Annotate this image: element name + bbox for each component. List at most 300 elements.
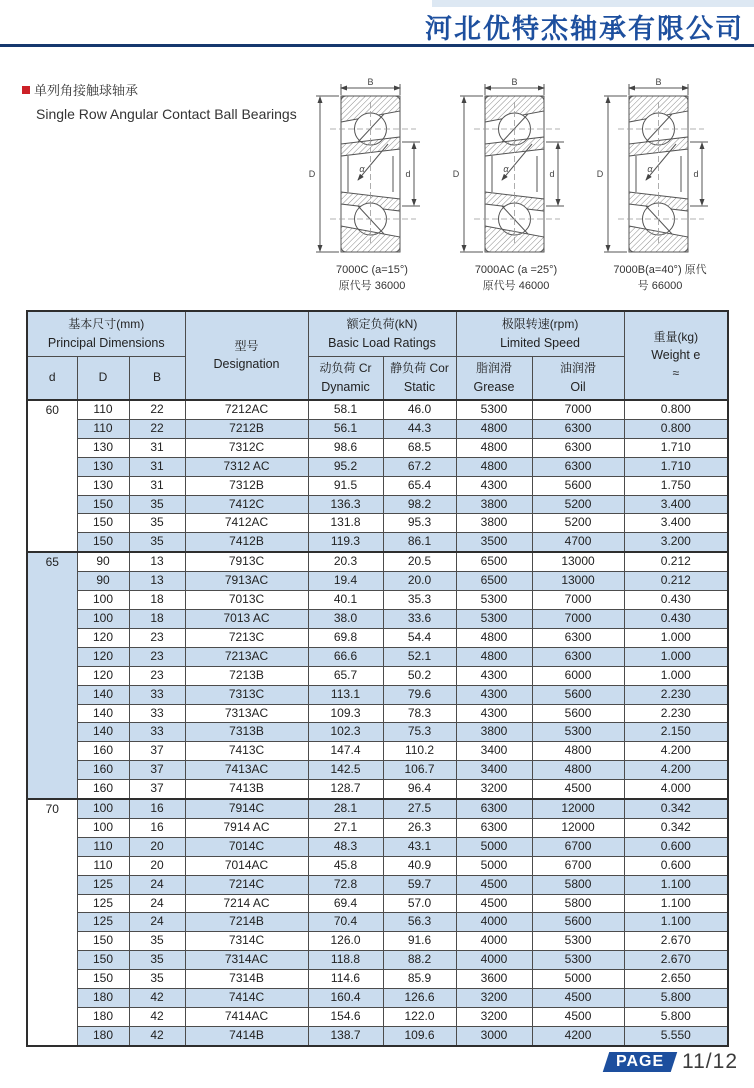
table-cell: 72.8 xyxy=(308,875,383,894)
table-cell: 33 xyxy=(129,704,185,723)
table-cell: 100 xyxy=(77,799,129,818)
table-cell: 5300 xyxy=(532,951,624,970)
diagram-caption-line1: 7000C (a=15°) xyxy=(336,264,408,276)
table-cell: 22 xyxy=(129,400,185,419)
table-cell: 38.0 xyxy=(308,609,383,628)
table-cell: 3400 xyxy=(456,761,532,780)
table-cell: 147.4 xyxy=(308,742,383,761)
table-cell: 23 xyxy=(129,628,185,647)
dim-label-d: d xyxy=(693,169,699,179)
table-cell: 20 xyxy=(129,837,185,856)
dim-label-B: B xyxy=(367,77,374,87)
table-row xyxy=(27,457,728,476)
header-principal-en: Principal Dimensions xyxy=(47,335,165,350)
table-cell: 6300 xyxy=(532,457,624,476)
table-cell: 48.3 xyxy=(308,837,383,856)
table-cell: 1.000 xyxy=(624,628,728,647)
table-row xyxy=(27,723,728,742)
table-cell: 4.000 xyxy=(624,780,728,799)
table-cell: 7213C xyxy=(185,628,308,647)
header-oil-zh: 油润滑 xyxy=(560,361,597,376)
table-cell: 7013C xyxy=(185,591,308,610)
bearing-diagram xyxy=(300,76,444,294)
table-cell: 7213B xyxy=(185,666,308,685)
header-weight-approx: ≈ xyxy=(672,365,680,380)
table-row xyxy=(27,609,728,628)
angle-label: α xyxy=(503,164,509,174)
table-cell: 7413B xyxy=(185,780,308,799)
table-row xyxy=(27,572,728,591)
table-cell: 23 xyxy=(129,647,185,666)
table-row xyxy=(27,1008,728,1027)
table-cell: 31 xyxy=(129,457,185,476)
table-cell: 7214C xyxy=(185,875,308,894)
table-cell: 0.600 xyxy=(624,837,728,856)
table-cell: 126.0 xyxy=(308,932,383,951)
table-cell: 5300 xyxy=(532,723,624,742)
table-cell: 6300 xyxy=(456,818,532,837)
table-cell: 7914 AC xyxy=(185,818,308,837)
table-cell: 31 xyxy=(129,438,185,457)
table-cell: 5200 xyxy=(532,514,624,533)
header-designation-zh: 型号 xyxy=(234,338,259,353)
diagram-caption-line1: 7000B(a=40°) 原代 xyxy=(613,264,707,276)
header-load-en: Basic Load Ratings xyxy=(328,335,436,350)
table-cell: 160 xyxy=(77,761,129,780)
table-cell: 3400 xyxy=(456,742,532,761)
table-cell: 90 xyxy=(77,572,129,591)
table-cell: 88.2 xyxy=(383,951,456,970)
header-load-ratings xyxy=(308,311,456,357)
table-cell: 106.7 xyxy=(383,761,456,780)
header-principal-dimensions xyxy=(27,311,185,357)
header-speed-zh: 极限转速(rpm) xyxy=(501,317,579,332)
table-cell: 7214 AC xyxy=(185,894,308,913)
table-cell: 4200 xyxy=(532,1026,624,1045)
header-limited-speed xyxy=(456,311,624,357)
header-dynamic-zh: 动负荷 Cr xyxy=(319,361,372,376)
table-cell: 125 xyxy=(77,913,129,932)
table-cell: 7314C xyxy=(185,932,308,951)
table-row xyxy=(27,761,728,780)
table-cell: 7212B xyxy=(185,419,308,438)
header-grease-zh: 脂润滑 xyxy=(476,361,513,376)
table-cell: 180 xyxy=(77,1026,129,1045)
table-row xyxy=(27,400,728,419)
table-row xyxy=(27,533,728,552)
table-row xyxy=(27,970,728,989)
table-cell: 1.100 xyxy=(624,913,728,932)
table-cell: 150 xyxy=(77,533,129,552)
table-row xyxy=(27,894,728,913)
header-designation-en: Designation xyxy=(213,357,280,372)
table-cell: 4000 xyxy=(456,932,532,951)
table-cell: 66.6 xyxy=(308,647,383,666)
table-cell: 0.342 xyxy=(624,799,728,818)
dim-label-B: B xyxy=(655,77,662,87)
table-cell: 140 xyxy=(77,685,129,704)
table-cell: 12000 xyxy=(532,799,624,818)
table-cell: 43.1 xyxy=(383,837,456,856)
table-cell: 26.3 xyxy=(383,818,456,837)
table-cell: 24 xyxy=(129,875,185,894)
table-cell: 86.1 xyxy=(383,533,456,552)
table-cell: 65.4 xyxy=(383,476,456,495)
table-cell: 95.2 xyxy=(308,457,383,476)
table-cell: 35 xyxy=(129,495,185,514)
table-cell: 4500 xyxy=(532,989,624,1008)
table-cell: 4.200 xyxy=(624,742,728,761)
table-cell: 150 xyxy=(77,495,129,514)
table-cell: 150 xyxy=(77,932,129,951)
table-cell: 5000 xyxy=(456,837,532,856)
table-cell: 37 xyxy=(129,780,185,799)
table-cell: 180 xyxy=(77,1008,129,1027)
table-cell: 5000 xyxy=(532,970,624,989)
section-title-block xyxy=(22,80,297,122)
table-cell: 120 xyxy=(77,666,129,685)
table-cell: 7412B xyxy=(185,533,308,552)
table-cell: 7312B xyxy=(185,476,308,495)
table-cell: 13000 xyxy=(532,552,624,571)
table-cell: 68.5 xyxy=(383,438,456,457)
table-cell: 0.430 xyxy=(624,591,728,610)
table-cell: 1.000 xyxy=(624,666,728,685)
angle-label: α xyxy=(359,164,365,174)
table-row xyxy=(27,913,728,932)
header-principal-zh: 基本尺寸(mm) xyxy=(68,317,145,332)
table-cell: 4.200 xyxy=(624,761,728,780)
table-cell: 5200 xyxy=(532,495,624,514)
table-cell: 6500 xyxy=(456,572,532,591)
table-cell: 5300 xyxy=(532,932,624,951)
table-cell: 40.9 xyxy=(383,856,456,875)
table-row xyxy=(27,552,728,571)
table-cell: 130 xyxy=(77,438,129,457)
table-cell: 5300 xyxy=(456,400,532,419)
table-cell: 33 xyxy=(129,723,185,742)
table-cell: 7013 AC xyxy=(185,609,308,628)
header-weight-zh: 重量(kg) xyxy=(653,330,699,345)
header-col-B: B xyxy=(129,357,185,401)
table-row xyxy=(27,818,728,837)
table-row xyxy=(27,438,728,457)
table-row xyxy=(27,666,728,685)
table-row xyxy=(27,1026,728,1045)
table-cell: 35 xyxy=(129,514,185,533)
table-cell: 4800 xyxy=(456,628,532,647)
table-cell: 7413AC xyxy=(185,761,308,780)
table-cell: 130 xyxy=(77,457,129,476)
table-header xyxy=(27,311,728,400)
table-cell: 50.2 xyxy=(383,666,456,685)
table-row xyxy=(27,742,728,761)
table-cell: 120 xyxy=(77,647,129,666)
table-cell: 7000 xyxy=(532,400,624,419)
table-cell: 27.5 xyxy=(383,799,456,818)
table-cell: 35 xyxy=(129,932,185,951)
table-cell: 3.200 xyxy=(624,533,728,552)
dim-label-d: d xyxy=(405,169,411,179)
table-cell: 33 xyxy=(129,685,185,704)
page-badge xyxy=(603,1052,678,1072)
dim-label-B: B xyxy=(511,77,518,87)
table-cell: 7214B xyxy=(185,913,308,932)
table-cell: 7414C xyxy=(185,989,308,1008)
d-group-cell: 65 xyxy=(27,552,77,799)
table-cell: 7414AC xyxy=(185,1008,308,1027)
table-cell: 118.8 xyxy=(308,951,383,970)
table-cell: 31 xyxy=(129,476,185,495)
bearing-cross-section-drawing xyxy=(594,76,726,262)
table-cell: 100 xyxy=(77,591,129,610)
table-cell: 98.6 xyxy=(308,438,383,457)
table-cell: 6300 xyxy=(532,628,624,647)
table-cell: 16 xyxy=(129,818,185,837)
table-row xyxy=(27,856,728,875)
table-cell: 16 xyxy=(129,799,185,818)
diagram-caption-line2: 原代号 36000 xyxy=(338,280,406,292)
table-cell: 160 xyxy=(77,742,129,761)
header-speed-en: Limited Speed xyxy=(500,335,580,350)
table-cell: 56.1 xyxy=(308,419,383,438)
table-row xyxy=(27,628,728,647)
table-cell: 13 xyxy=(129,552,185,571)
table-cell: 154.6 xyxy=(308,1008,383,1027)
table-cell: 4500 xyxy=(532,1008,624,1027)
table-cell: 109.3 xyxy=(308,704,383,723)
table-cell: 42 xyxy=(129,989,185,1008)
table-cell: 125 xyxy=(77,875,129,894)
table-cell: 70.4 xyxy=(308,913,383,932)
table-cell: 3.400 xyxy=(624,495,728,514)
table-cell: 37 xyxy=(129,761,185,780)
table-cell: 7914C xyxy=(185,799,308,818)
table-cell: 96.4 xyxy=(383,780,456,799)
table-cell: 136.3 xyxy=(308,495,383,514)
table-cell: 140 xyxy=(77,704,129,723)
table-cell: 7414B xyxy=(185,1026,308,1045)
table-row xyxy=(27,989,728,1008)
table-cell: 65.7 xyxy=(308,666,383,685)
table-cell: 4500 xyxy=(456,875,532,894)
table-cell: 122.0 xyxy=(383,1008,456,1027)
bearing-diagram xyxy=(588,76,732,294)
header-grease-en: Grease xyxy=(473,379,515,394)
header-col-D: D xyxy=(77,357,129,401)
table-cell: 110 xyxy=(77,419,129,438)
table-cell: 150 xyxy=(77,951,129,970)
table-cell: 7313C xyxy=(185,685,308,704)
section-title-zh-row xyxy=(22,80,297,99)
table-cell: 46.0 xyxy=(383,400,456,419)
table-cell: 7212AC xyxy=(185,400,308,419)
table-cell: 3800 xyxy=(456,514,532,533)
table-cell: 4300 xyxy=(456,476,532,495)
table-cell: 6000 xyxy=(532,666,624,685)
table-cell: 13 xyxy=(129,572,185,591)
table-cell: 35 xyxy=(129,533,185,552)
table-cell: 69.4 xyxy=(308,894,383,913)
page-number: 11/12 xyxy=(682,1050,738,1073)
table-cell: 18 xyxy=(129,591,185,610)
header-designation xyxy=(185,311,308,400)
table-cell: 33.6 xyxy=(383,609,456,628)
d-group-cell: 60 xyxy=(27,400,77,552)
table-cell: 5600 xyxy=(532,476,624,495)
table-cell: 7312 AC xyxy=(185,457,308,476)
table-cell: 102.3 xyxy=(308,723,383,742)
table-cell: 7000 xyxy=(532,591,624,610)
table-cell: 130 xyxy=(77,476,129,495)
table-cell: 1.100 xyxy=(624,875,728,894)
header-oil xyxy=(532,357,624,401)
bearing-diagram xyxy=(444,76,588,294)
table-cell: 79.6 xyxy=(383,685,456,704)
table-cell: 110 xyxy=(77,856,129,875)
table-row xyxy=(27,780,728,799)
table-cell: 59.7 xyxy=(383,875,456,894)
dim-label-D: D xyxy=(596,169,604,179)
table-cell: 119.3 xyxy=(308,533,383,552)
red-square-bullet-icon xyxy=(22,86,30,94)
table-body xyxy=(27,400,728,1046)
header-dynamic xyxy=(308,357,383,401)
table-cell: 3600 xyxy=(456,970,532,989)
diagram-caption-line2: 原代号 46000 xyxy=(482,280,550,292)
table-cell: 4800 xyxy=(456,419,532,438)
table-cell: 1.100 xyxy=(624,894,728,913)
table-cell: 78.3 xyxy=(383,704,456,723)
table-cell: 131.8 xyxy=(308,514,383,533)
table-cell: 7314AC xyxy=(185,951,308,970)
table-cell: 142.5 xyxy=(308,761,383,780)
table-cell: 42 xyxy=(129,1008,185,1027)
table-cell: 90 xyxy=(77,552,129,571)
table-cell: 44.3 xyxy=(383,419,456,438)
table-cell: 20 xyxy=(129,856,185,875)
table-cell: 1.710 xyxy=(624,438,728,457)
table-cell: 140 xyxy=(77,723,129,742)
table-cell: 5800 xyxy=(532,894,624,913)
table-row xyxy=(27,685,728,704)
angle-label: α xyxy=(647,164,653,174)
table-row xyxy=(27,495,728,514)
table-cell: 58.1 xyxy=(308,400,383,419)
table-cell: 100 xyxy=(77,609,129,628)
table-cell: 0.342 xyxy=(624,818,728,837)
table-cell: 3200 xyxy=(456,1008,532,1027)
table-cell: 6700 xyxy=(532,856,624,875)
table-cell: 35.3 xyxy=(383,591,456,610)
table-cell: 1.000 xyxy=(624,647,728,666)
table-row xyxy=(27,951,728,970)
header-accent-bar xyxy=(432,0,754,7)
table-cell: 5000 xyxy=(456,856,532,875)
table-cell: 4000 xyxy=(456,951,532,970)
table-cell: 0.600 xyxy=(624,856,728,875)
table-cell: 6300 xyxy=(532,438,624,457)
table-cell: 4700 xyxy=(532,533,624,552)
header-dynamic-en: Dynamic xyxy=(321,379,370,394)
table-cell: 7312C xyxy=(185,438,308,457)
diagram-caption-line2: 号 66000 xyxy=(637,280,683,292)
table-cell: 57.0 xyxy=(383,894,456,913)
table-cell: 160.4 xyxy=(308,989,383,1008)
table-cell: 2.670 xyxy=(624,932,728,951)
table-cell: 2.650 xyxy=(624,970,728,989)
bearing-cross-section-drawing xyxy=(450,76,582,262)
table-cell: 4800 xyxy=(456,647,532,666)
table-cell: 5.800 xyxy=(624,989,728,1008)
table-cell: 6700 xyxy=(532,837,624,856)
table-cell: 0.430 xyxy=(624,609,728,628)
table-cell: 7213AC xyxy=(185,647,308,666)
table-cell: 13000 xyxy=(532,572,624,591)
table-cell: 0.800 xyxy=(624,419,728,438)
table-cell: 6300 xyxy=(532,419,624,438)
table-cell: 6300 xyxy=(532,647,624,666)
table-cell: 2.670 xyxy=(624,951,728,970)
table-row xyxy=(27,591,728,610)
table-cell: 35 xyxy=(129,951,185,970)
table-cell: 56.3 xyxy=(383,913,456,932)
table-row xyxy=(27,837,728,856)
table-cell: 85.9 xyxy=(383,970,456,989)
table-row xyxy=(27,875,728,894)
table-cell: 110.2 xyxy=(383,742,456,761)
header-oil-en: Oil xyxy=(570,379,586,394)
table-cell: 110 xyxy=(77,400,129,419)
page-badge-label: PAGE xyxy=(615,1053,664,1070)
header-static-zh: 静负荷 Cor xyxy=(390,361,449,376)
section-title-zh: 单列角接触球轴承 xyxy=(34,83,139,98)
table-cell: 109.6 xyxy=(383,1026,456,1045)
table-cell: 20.3 xyxy=(308,552,383,571)
table-cell: 3200 xyxy=(456,989,532,1008)
table-row xyxy=(27,799,728,818)
d-group-cell: 70 xyxy=(27,799,77,1046)
table-cell: 54.4 xyxy=(383,628,456,647)
page-footer xyxy=(606,1050,738,1074)
table-cell: 4000 xyxy=(456,913,532,932)
table-cell: 37 xyxy=(129,742,185,761)
table-cell: 2.230 xyxy=(624,704,728,723)
table-cell: 7314B xyxy=(185,970,308,989)
table-cell: 160 xyxy=(77,780,129,799)
table-cell: 5600 xyxy=(532,685,624,704)
table-cell: 125 xyxy=(77,894,129,913)
table-cell: 24 xyxy=(129,913,185,932)
table-cell: 3200 xyxy=(456,780,532,799)
dim-label-D: D xyxy=(452,169,460,179)
table-cell: 120 xyxy=(77,628,129,647)
table-cell: 7014AC xyxy=(185,856,308,875)
table-cell: 24 xyxy=(129,894,185,913)
table-cell: 7014C xyxy=(185,837,308,856)
table-cell: 28.1 xyxy=(308,799,383,818)
table-cell: 7412C xyxy=(185,495,308,514)
table-cell: 138.7 xyxy=(308,1026,383,1045)
table-cell: 7412AC xyxy=(185,514,308,533)
table-cell: 4300 xyxy=(456,685,532,704)
header-weight-en: Weight e xyxy=(651,348,701,363)
table-cell: 20.5 xyxy=(383,552,456,571)
header-static-en: Static xyxy=(403,379,436,394)
table-cell: 110 xyxy=(77,837,129,856)
table-cell: 0.212 xyxy=(624,572,728,591)
table-cell: 5600 xyxy=(532,704,624,723)
